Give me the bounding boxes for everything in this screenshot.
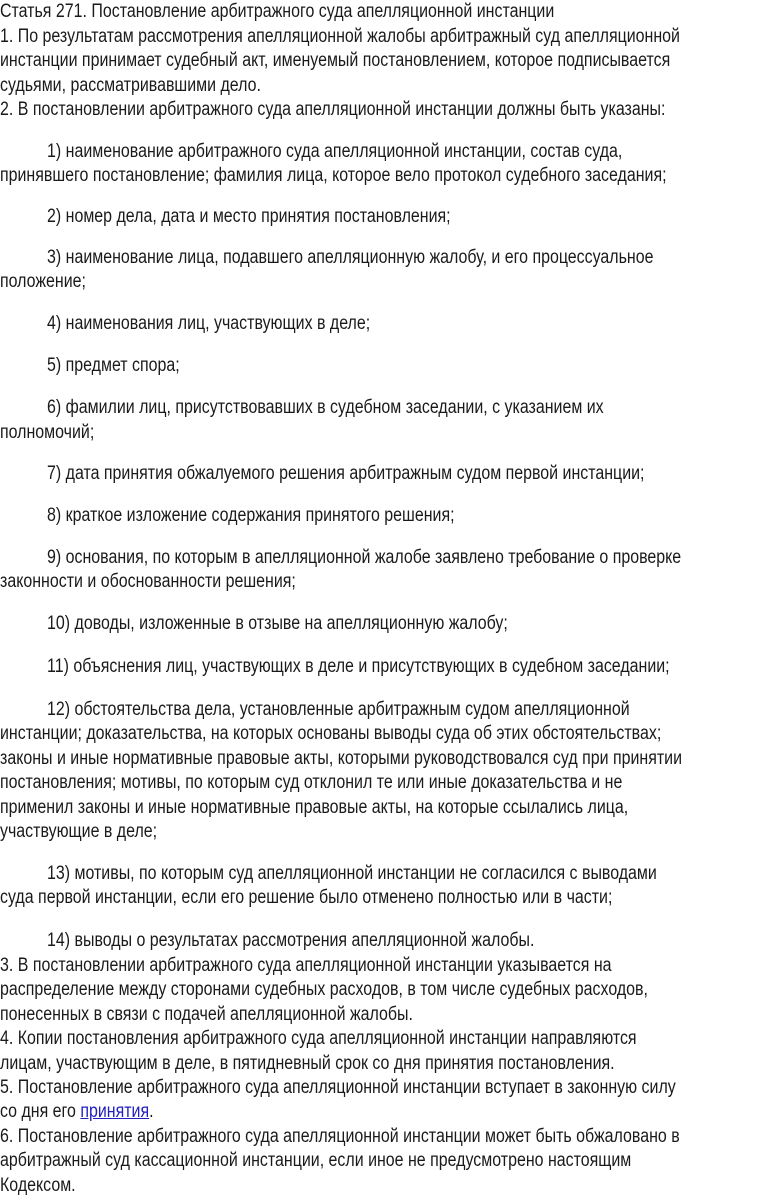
list-item-2: 2) номер дела, дата и место принятия постановления; — [47, 206, 451, 227]
list-item-11: 11) объяснения лиц, участвующих в деле и присутствующих в судебном заседании; — [47, 656, 670, 677]
list-item-4: 4) наименования лиц, участвующих в деле; — [47, 313, 371, 334]
paragraph-1-line: инстанции принимает судебный акт, именуемый постановлением, которое подписывается — [0, 50, 671, 71]
paragraph-3-line: понесенных в связи с подачей апелляционной жалобы. — [0, 1004, 413, 1025]
paragraph-1-line: 1. По результатам рассмотрения апелляционной жалобы арбитражный суд апелляционной — [0, 26, 680, 47]
paragraph-4-line: 4. Копии постановления арбитражного суда апелляционной инстанции направляются — [0, 1028, 637, 1049]
list-item-8: 8) краткое изложение содержания принятого решения; — [47, 505, 455, 526]
paragraph-5-end: . — [149, 1101, 154, 1122]
paragraph-4-line: лицам, участвующим в деле, в пятидневный срок со дня принятия постановления. — [0, 1053, 615, 1074]
adoption-link[interactable]: принятия — [80, 1101, 150, 1122]
list-item-12-cont: постановления; мотивы, по которым суд отклонил те или иные доказательства и не — [0, 772, 623, 793]
list-item-13: 13) мотивы, по которым суд апелляционной инстанции не согласился с выводами — [47, 863, 657, 884]
paragraph-6-line: арбитражный суд кассационной инстанции, если иное не предусмотрено настоящим — [0, 1150, 632, 1171]
paragraph-2: 2. В постановлении арбитражного суда апелляционной инстанции должны быть указаны: — [0, 99, 666, 120]
paragraph-6-line: Кодексом. — [0, 1175, 76, 1196]
list-item-13-cont: суда первой инстанции, если его решение было отменено полностью или в части; — [0, 887, 613, 908]
paragraph-3-line: 3. В постановлении арбитражного суда апелляционной инстанции указывается на — [0, 955, 612, 976]
list-item-1: 1) наименование арбитражного суда апелляционной инстанции, состав суда, — [47, 141, 623, 162]
list-item-9-cont: законности и обоснованности решения; — [0, 571, 296, 592]
list-item-3-cont: положение; — [0, 271, 86, 292]
paragraph-5-text: со дня его — [0, 1101, 81, 1122]
list-item-14: 14) выводы о результатах рассмотрения апелляционной жалобы. — [47, 930, 535, 951]
list-item-12-cont: участвующие в деле; — [0, 821, 158, 842]
article-title: Статья 271. Постановление арбитражного суда апелляционной инстанции — [0, 1, 555, 22]
list-item-1-cont: принявшего постановление; фамилия лица, которое вело протокол судебного заседания; — [0, 165, 667, 186]
list-item-5: 5) предмет спора; — [47, 355, 180, 376]
paragraph-6-line: 6. Постановление арбитражного суда апелляционной инстанции может быть обжаловано в — [0, 1126, 680, 1147]
paragraph-3-line: распределение между сторонами судебных расходов, в том числе судебных расходов, — [0, 979, 648, 1000]
list-item-12-cont: инстанции; доказательства, на которых основаны выводы суда об этих обстоятельствах; — [0, 723, 662, 744]
list-item-12-cont: применил законы и иные нормативные правовые акты, на которые ссылались лица, — [0, 797, 629, 818]
list-item-6: 6) фамилии лиц, присутствовавших в судебном заседании, с указанием их — [47, 397, 604, 418]
list-item-9: 9) основания, по которым в апелляционной жалобе заявлено требование о проверке — [47, 547, 682, 568]
list-item-6-cont: полномочий; — [0, 422, 95, 443]
list-item-12: 12) обстоятельства дела, установленные арбитражным судом апелляционной — [47, 699, 630, 720]
list-item-10: 10) доводы, изложенные в отзыве на апелляционную жалобу; — [47, 613, 508, 634]
list-item-3: 3) наименование лица, подавшего апелляционную жалобу, и его процессуальное — [47, 247, 654, 268]
paragraph-1-line: судьями, рассматривавшими дело. — [0, 75, 261, 96]
list-item-7: 7) дата принятия обжалуемого решения арбитражным судом первой инстанции; — [47, 463, 645, 484]
paragraph-5-line — [0, 1100, 154, 1124]
list-item-12-cont: законы и иные нормативные правовые акты, которыми руководствовался суд при принятии — [0, 748, 683, 769]
paragraph-5-line: 5. Постановление арбитражного суда апелляционной инстанции вступает в законную силу — [0, 1077, 676, 1098]
